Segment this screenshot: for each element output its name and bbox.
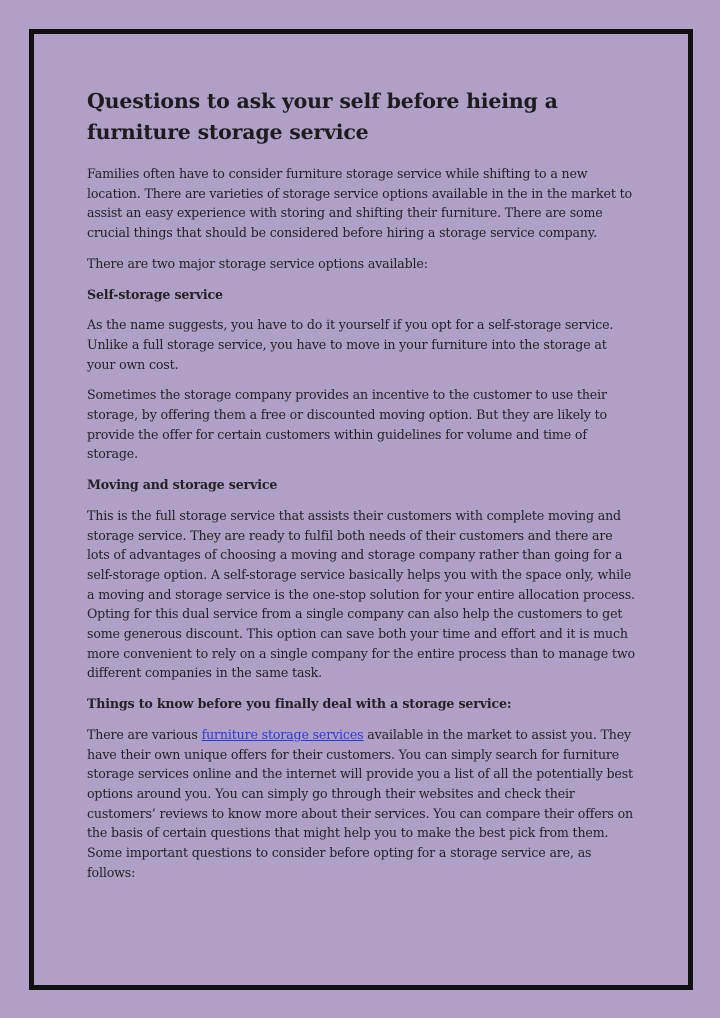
self-storage-paragraph-1: As the name suggests, you have to do it yourself if you opt for a self-storage service. Unlike a full storage service, you have to move in your furniture into the storage at your own cost.: [87, 317, 614, 372]
intro-paragraph: Families often have to consider furniture storage service while shifting to a new location. There are varieties of storage service options available in the in the market to assist an easy experience with storing and shifting their furniture. There are some crucial things that should be considered before hiring a storage service company.: [87, 166, 632, 241]
things-to-know-paragraph: [87, 725, 635, 883]
things-paragraph-start: There are various: [87, 726, 202, 742]
moving-storage-paragraph: This is the full storage service that assists their customers with complete moving and storage service. They are ready to fulfil both needs of their customers and there are lots of advantages of choosing a moving and storage company rather than going for a self-storage option. A self-storage service basically helps you with the space only, while a moving and storage service is the one-stop solution for your entire allocation process. Opting for this dual service from a single company can also help the customers to get some generous discount. This option can save both your time and effort and it is much more convenient to rely on a single company for the entire process than to manage two different companies in the same task.: [87, 507, 635, 681]
self-storage-heading: Self-storage service: [87, 286, 223, 302]
moving-storage-heading: Moving and storage service: [87, 477, 278, 493]
document-body: [87, 86, 635, 894]
furniture-storage-services-link[interactable]: furniture storage services: [201, 726, 364, 742]
things-to-know-heading: Things to know before you finally deal with a storage service:: [87, 696, 512, 712]
self-storage-paragraph-2: Sometimes the storage company provides an incentive to the customer to use their storage, by offering them a free or discounted moving option. But they are likely to provide the offer for certain customers within guidelines for volume and time of storage.: [87, 387, 607, 462]
document-title: Questions to ask your self before hieing a furniture storage service: [87, 89, 558, 144]
options-intro-paragraph: There are two major storage service options available:: [87, 255, 428, 271]
things-paragraph-end: available in the market to assist you. They have their own unique offers for their customers. You can simply search for furniture storage services online and the internet will provide you a list of all the potentially best options around you. You can simply go through their websites and check their customers’ reviews to know more about their services. You can compare their offers on the basis of certain questions that might help you to make the best pick from them. Some important questions to consider before opting for a storage service are, as follows:: [87, 726, 633, 880]
